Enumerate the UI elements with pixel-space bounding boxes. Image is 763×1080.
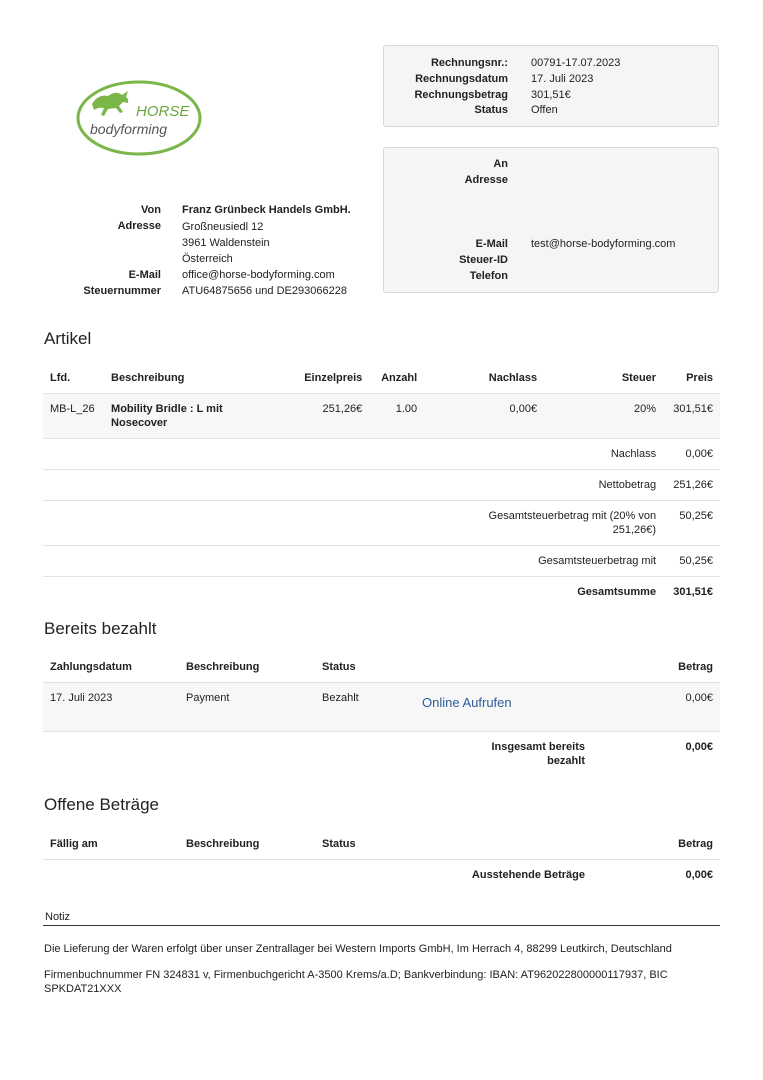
paid-total-label: Insgesamt bereits bezahlt — [491, 740, 585, 767]
recipient-phone-label: Telefon — [469, 270, 508, 282]
paid-table — [43, 652, 720, 776]
logo-word-bodyforming: bodyforming — [90, 121, 168, 137]
paid-total-row — [43, 731, 720, 776]
total-value: 251,26€ — [663, 469, 720, 500]
item-quantity: 1.00 — [369, 393, 424, 438]
col-tax: Steuer — [544, 363, 663, 393]
recipient-taxid-label: Steuer-ID — [459, 254, 508, 266]
paid-heading: Bereits bezahlt — [44, 619, 157, 638]
note-divider — [43, 925, 720, 926]
item-discount: 0,00€ — [424, 393, 544, 438]
articles-table — [43, 363, 720, 607]
col-description: Beschreibung — [104, 363, 276, 393]
paid-total-value: 0,00€ — [685, 740, 713, 753]
total-value: 50,25€ — [663, 500, 720, 545]
sender-street: Großneusiedl 12 — [182, 221, 264, 233]
col-unit-price: Einzelpreis — [276, 363, 369, 393]
articles-heading: Artikel — [44, 329, 92, 348]
col-description: Beschreibung — [179, 652, 315, 682]
open-heading: Offene Beträge — [44, 795, 159, 814]
invoice-number: 00791-17.07.2023 — [531, 57, 621, 69]
grand-total-label: Gesamtsumme — [577, 585, 657, 598]
invoice-status-label: Status — [474, 104, 508, 116]
total-row-tax — [43, 545, 720, 576]
col-status: Status — [315, 829, 415, 859]
company-logo — [76, 80, 202, 156]
payment-date: 17. Juli 2023 — [43, 682, 179, 731]
total-label: Nettobetrag — [43, 469, 663, 500]
open-total-value: 0,00€ — [685, 868, 713, 881]
invoice-date: 17. Juli 2023 — [531, 73, 594, 85]
recipient-email-label: E-Mail — [475, 238, 508, 250]
open-header-row — [43, 829, 720, 859]
item-unit-price: 251,26€ — [276, 393, 369, 438]
view-online-link[interactable]: Online Aufrufen — [422, 694, 512, 710]
col-amount: Betrag — [585, 652, 720, 682]
total-label: Gesamtsteuerbetrag mit (20% von 251,26€) — [544, 500, 663, 545]
item-description: Mobility Bridle : L mit Nosecover — [104, 393, 276, 438]
total-row-tax-detail — [43, 500, 720, 545]
item-price: 301,51€ — [663, 393, 720, 438]
total-label: Gesamtsteuerbetrag mit — [43, 545, 663, 576]
col-description: Beschreibung — [179, 829, 315, 859]
articles-header-row — [43, 363, 720, 393]
paid-header-row — [43, 652, 720, 682]
invoice-amount: 301,51€ — [531, 89, 571, 101]
note-delivery-text: Die Lieferung der Waren erfolgt über unser Zentrallager bei Western Imports GmbH, Im Herrach 4, 88299 Leutkirch, Deutschland — [44, 943, 672, 955]
recipient-email: test@horse-bodyforming.com — [531, 238, 676, 250]
total-value: 50,25€ — [663, 545, 720, 576]
logo-word-horse: HORSE — [136, 103, 190, 120]
table-row — [43, 682, 720, 731]
payment-status: Bezahlt — [315, 682, 415, 731]
invoice-info-box — [383, 45, 719, 127]
grand-total-row — [43, 576, 720, 607]
payment-amount: 0,00€ — [585, 682, 720, 731]
sender-from-label: Von — [141, 204, 161, 216]
invoice-amount-label: Rechnungsbetrag — [414, 89, 508, 101]
note-label: Notiz — [45, 911, 71, 923]
sender-email: office@horse-bodyforming.com — [182, 269, 335, 281]
sender-email-label: E-Mail — [128, 269, 161, 281]
col-lfd: Lfd. — [43, 363, 104, 393]
total-row-discount — [43, 438, 720, 469]
recipient-box — [383, 147, 719, 293]
sender-name: Franz Grünbeck Handels GmbH. — [182, 204, 351, 216]
col-due-date: Fällig am — [43, 829, 179, 859]
sender-country: Österreich — [182, 253, 233, 265]
open-total-label: Ausstehende Beträge — [471, 868, 585, 881]
col-discount: Nachlass — [424, 363, 544, 393]
col-amount: Betrag — [585, 829, 720, 859]
sender-address-label: Adresse — [117, 220, 161, 232]
sender-city: 3961 Waldenstein — [182, 237, 270, 249]
total-row-net — [43, 469, 720, 500]
item-tax: 20% — [544, 393, 663, 438]
col-status: Status — [315, 652, 415, 682]
table-row — [43, 393, 720, 438]
col-quantity: Anzahl — [369, 363, 424, 393]
open-table — [43, 829, 720, 890]
open-total-row — [43, 859, 720, 890]
sender-taxnumber-label: Steuernummer — [83, 285, 161, 297]
invoice-status: Offen — [531, 104, 558, 116]
col-price: Preis — [663, 363, 720, 393]
total-label: Nachlass — [43, 438, 663, 469]
recipient-address-label: Adresse — [464, 174, 508, 186]
payment-description: Payment — [179, 682, 315, 731]
grand-total-value: 301,51€ — [673, 585, 713, 598]
col-payment-date: Zahlungsdatum — [43, 652, 179, 682]
sender-taxnumber: ATU64875656 und DE293066228 — [182, 285, 347, 297]
total-value: 0,00€ — [663, 438, 720, 469]
recipient-to-label: An — [493, 158, 508, 170]
note-company-text: Firmenbuchnummer FN 324831 v, Firmenbuchgericht A-3500 Krems/a.D; Bankverbindung: IBAN: AT962022800000117937, BIC SPKDAT21XXX — [44, 969, 668, 995]
item-lfd: MB-L_26 — [43, 393, 104, 438]
invoice-date-label: Rechnungsdatum — [415, 73, 508, 85]
invoice-number-label: Rechnungsnr.: — [430, 57, 508, 69]
